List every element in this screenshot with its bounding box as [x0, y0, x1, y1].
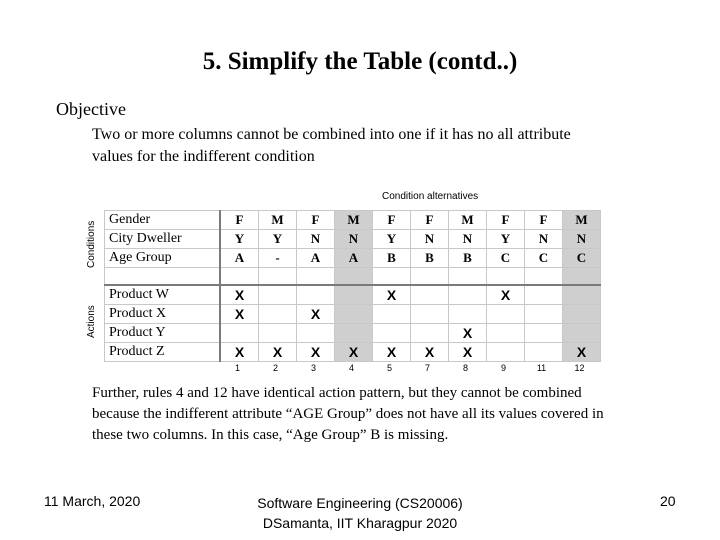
condition-cell: B — [449, 249, 487, 268]
decision-table-figure — [84, 190, 614, 375]
conditions-side-label: Conditions — [86, 220, 97, 268]
condition-cell: Y — [487, 230, 525, 249]
footer-course-line: Software Engineering (CS20006) — [257, 495, 463, 511]
footer-course-line: DSamanta, IIT Kharagpur 2020 — [262, 515, 458, 531]
action-cell — [563, 285, 601, 305]
decision-table — [104, 210, 601, 362]
action-cell: X — [411, 343, 449, 362]
action-cell — [449, 305, 487, 324]
action-cell: X — [297, 343, 335, 362]
separator-row — [105, 268, 601, 286]
column-number: 5 — [386, 363, 392, 373]
condition-label: Gender — [105, 211, 221, 230]
action-cell: X — [220, 305, 259, 324]
action-row — [105, 285, 601, 305]
slide-title: 5. Simplify the Table (contd..) — [202, 48, 518, 75]
action-label: Product Z — [105, 343, 221, 362]
action-cell: X — [297, 305, 335, 324]
action-cell — [335, 305, 373, 324]
objective-heading: Objective — [56, 99, 126, 119]
condition-cell: Y — [259, 230, 297, 249]
action-cell — [373, 305, 411, 324]
condition-cell: M — [259, 211, 297, 230]
action-cell — [525, 324, 563, 343]
condition-cell: M — [449, 211, 487, 230]
action-cell — [335, 324, 373, 343]
condition-cell: M — [335, 211, 373, 230]
action-cell — [411, 285, 449, 305]
footer-date: 11 March, 2020 — [44, 493, 141, 509]
condition-label: Age Group — [105, 249, 221, 268]
explanation-line: because the indifferent attribute “AGE Group” does not have all its values covered in — [92, 406, 604, 422]
condition-cell: A — [220, 249, 259, 268]
action-cell — [487, 324, 525, 343]
condition-cell: N — [449, 230, 487, 249]
condition-cell: N — [563, 230, 601, 249]
condition-cell: C — [487, 249, 525, 268]
column-number: 8 — [462, 363, 468, 373]
condition-cell: Y — [220, 230, 259, 249]
condition-cell: F — [220, 211, 259, 230]
condition-cell: - — [259, 249, 297, 268]
condition-cell: C — [563, 249, 601, 268]
condition-cell: M — [563, 211, 601, 230]
condition-cell: C — [525, 249, 563, 268]
condition-cell: N — [297, 230, 335, 249]
condition-label: City Dweller — [105, 230, 221, 249]
action-cell — [259, 285, 297, 305]
action-row — [105, 305, 601, 324]
intro-line: Two or more columns cannot be combined into one if it has no all attribute — [92, 126, 571, 143]
column-number: 9 — [500, 363, 506, 373]
condition-cell: N — [335, 230, 373, 249]
column-number: 1 — [234, 363, 240, 373]
intro-line: values for the indifferent condition — [92, 148, 315, 165]
action-cell — [259, 324, 297, 343]
condition-row — [105, 230, 601, 249]
action-cell: X — [373, 343, 411, 362]
column-number: 12 — [574, 363, 585, 373]
action-cell: X — [373, 285, 411, 305]
action-cell: X — [449, 343, 487, 362]
condition-cell: A — [297, 249, 335, 268]
action-cell — [373, 324, 411, 343]
action-cell — [525, 305, 563, 324]
action-cell: X — [259, 343, 297, 362]
explanation-text — [92, 383, 604, 446]
condition-cell: F — [525, 211, 563, 230]
condition-cell: F — [297, 211, 335, 230]
action-cell — [487, 343, 525, 362]
action-cell: X — [220, 343, 259, 362]
column-number: 11 — [536, 363, 547, 373]
condition-cell: N — [525, 230, 563, 249]
column-number: 4 — [348, 363, 354, 373]
action-cell — [563, 305, 601, 324]
condition-row — [105, 211, 601, 230]
action-cell — [525, 285, 563, 305]
condition-alternatives-label: Condition alternatives — [382, 191, 479, 202]
footer-course — [200, 493, 520, 533]
action-cell — [411, 305, 449, 324]
action-cell: X — [563, 343, 601, 362]
action-label: Product W — [105, 285, 221, 305]
page-number: 20 — [660, 493, 676, 509]
action-row — [105, 324, 601, 343]
action-cell: X — [487, 285, 525, 305]
column-number: 3 — [310, 363, 316, 373]
action-cell — [297, 285, 335, 305]
condition-cell: A — [335, 249, 373, 268]
condition-cell: B — [373, 249, 411, 268]
explanation-line: these two columns. In this case, “Age Group” B is missing. — [92, 427, 449, 443]
action-cell: X — [449, 324, 487, 343]
action-row — [105, 343, 601, 362]
condition-cell: B — [411, 249, 449, 268]
action-label: Product Y — [105, 324, 221, 343]
column-number: 7 — [424, 363, 430, 373]
action-cell — [297, 324, 335, 343]
condition-cell: F — [373, 211, 411, 230]
action-cell — [259, 305, 297, 324]
action-cell — [563, 324, 601, 343]
action-cell — [220, 324, 259, 343]
action-cell — [411, 324, 449, 343]
action-cell — [487, 305, 525, 324]
actions-side-label: Actions — [86, 305, 97, 338]
condition-cell: Y — [373, 230, 411, 249]
action-cell — [525, 343, 563, 362]
action-cell: X — [335, 343, 373, 362]
action-label: Product X — [105, 305, 221, 324]
condition-cell: N — [411, 230, 449, 249]
condition-cell: F — [487, 211, 525, 230]
action-cell — [335, 285, 373, 305]
condition-row — [105, 249, 601, 268]
column-number: 2 — [272, 363, 278, 373]
intro-text — [92, 124, 571, 168]
condition-cell: F — [411, 211, 449, 230]
explanation-line: Further, rules 4 and 12 have identical action pattern, but they cannot be combined — [92, 385, 582, 401]
action-cell — [449, 285, 487, 305]
action-cell: X — [220, 285, 259, 305]
